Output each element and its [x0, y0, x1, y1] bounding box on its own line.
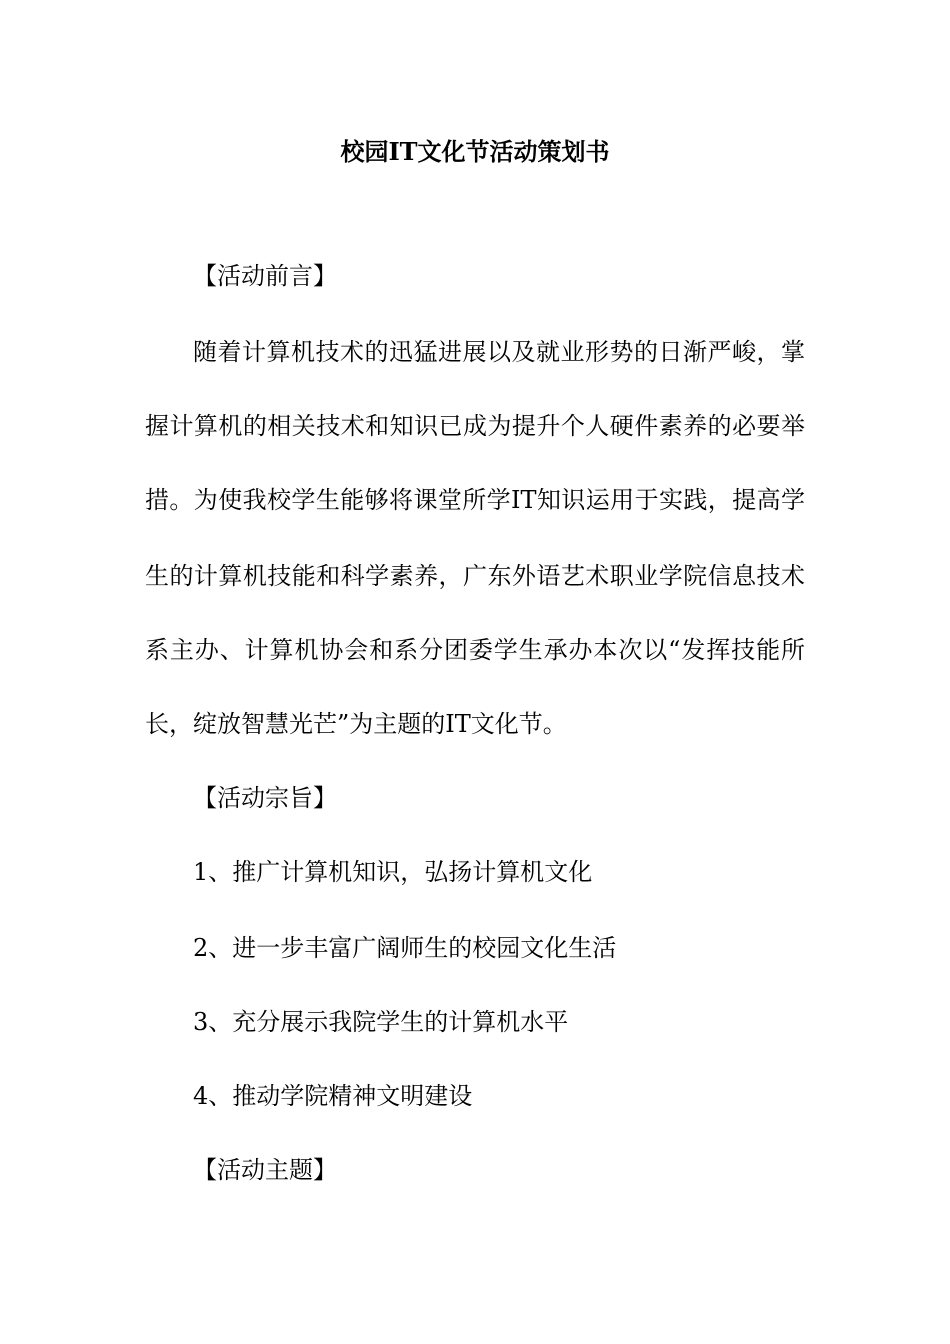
preface-line-1: 随着计算机技术的迅猛进展以及就业形势的日渐严峻，掌 — [193, 338, 805, 366]
preface-line-4: 生的计算机技能和科学素养，广东外语艺术职业学院信息技术 — [145, 562, 805, 590]
document-title: 校园IT文化节活动策划书 — [340, 137, 610, 166]
purpose-item-1: 1、推广计算机知识，弘扬计算机文化 — [193, 858, 593, 886]
purpose-item-3: 3、充分展示我院学生的计算机水平 — [193, 1008, 569, 1036]
section-heading-purpose: 【活动宗旨】 — [193, 784, 337, 812]
preface-line-5: 系主办、计算机协会和系分团委学生承办本次以“发挥技能所 — [145, 636, 805, 664]
preface-line-3: 措。为使我校学生能够将课堂所学IT知识运用于实践，提高学 — [145, 486, 805, 514]
section-heading-preface: 【活动前言】 — [193, 262, 337, 290]
purpose-item-4: 4、推动学院精神文明建设 — [193, 1082, 473, 1110]
section-heading-theme: 【活动主题】 — [193, 1156, 337, 1184]
purpose-item-2: 2、进一步丰富广阔师生的校园文化生活 — [193, 934, 617, 962]
preface-line-2: 握计算机的相关技术和知识已成为提升个人硬件素养的必要举 — [145, 412, 805, 440]
preface-line-6: 长，绽放智慧光芒”为主题的IT文化节。 — [145, 710, 567, 738]
